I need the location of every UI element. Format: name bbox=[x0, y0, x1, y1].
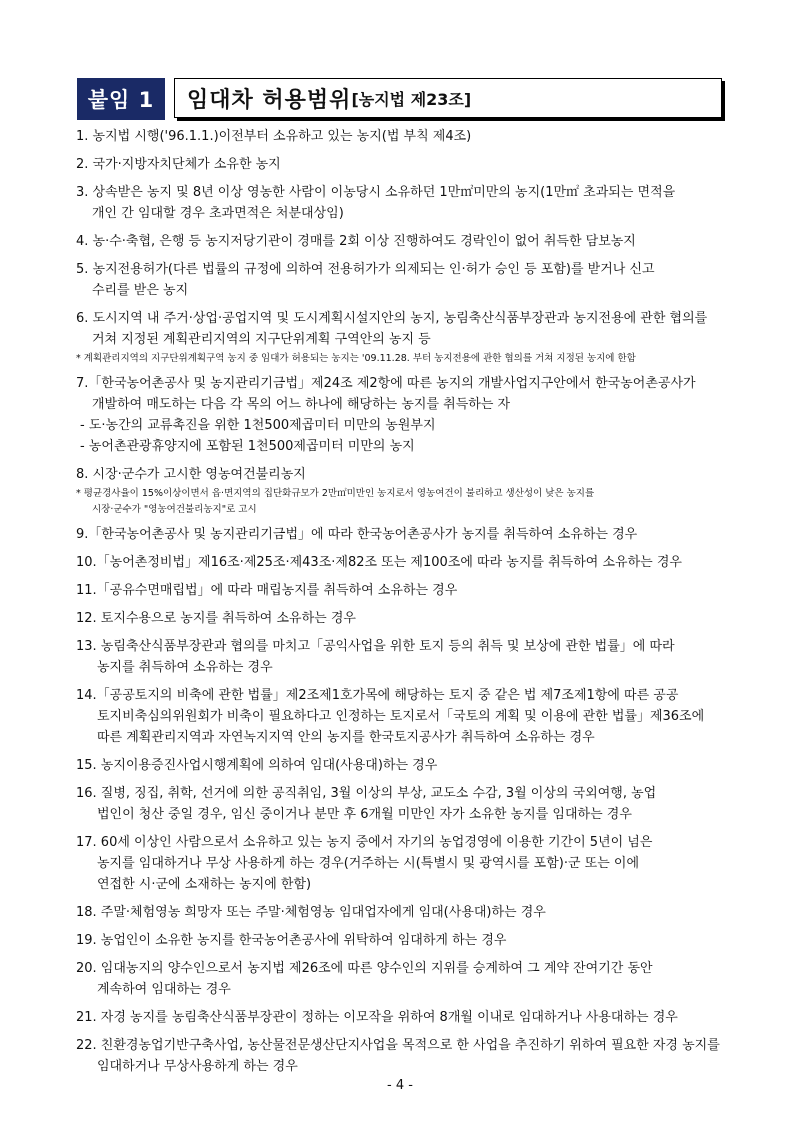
item-line: 22. 친환경농업기반구축사업, 농산물전문생산단지사업을 목적으로 한 사업을 추진하기 위하여 필요한 자경 농지를 bbox=[76, 1038, 720, 1053]
item-line: 계속하여 임대하는 경우 bbox=[97, 982, 231, 997]
item-line: 7.「한국농어촌공사 및 농지관리기금법」제24조 제2항에 따른 농지의 개발사업지구안에서 한국농어촌공사가 bbox=[76, 376, 696, 391]
item-line: 5. 농지전용허가(다른 법률의 규정에 의하여 전용허가가 의제되는 인·허가 승인 등 포함)를 받거나 신고 bbox=[76, 262, 655, 277]
list-item bbox=[76, 930, 728, 951]
list-item bbox=[76, 552, 728, 573]
item-line: 토지비축심의위원회가 비축이 필요하다고 인정하는 토지로서「국토의 계획 및 이용에 관한 법률」제36조에 bbox=[97, 709, 705, 724]
list-item bbox=[76, 832, 728, 895]
title-suffix: [농지법 제23조] bbox=[351, 89, 472, 109]
item-line: 법인이 청산 중일 경우, 임신 중이거나 분만 후 6개월 미만인 자가 소유한 농지를 임대하는 경우 bbox=[97, 807, 632, 822]
item-line: 20. 임대농지의 양수인으로서 농지법 제26조에 따른 양수인의 지위를 승계하여 그 계약 잔여기간 동안 bbox=[76, 961, 653, 976]
attachment-badge: 붙임 1 bbox=[77, 78, 165, 120]
item-line: 19. 농업인이 소유한 농지를 한국농어촌공사에 위탁하여 임대하게 하는 경우 bbox=[76, 933, 507, 948]
item-list bbox=[76, 126, 728, 1084]
list-item bbox=[76, 259, 728, 301]
item-line: 11.「공유수면매립법」에 따라 매립농지를 취득하여 소유하는 경우 bbox=[76, 583, 458, 598]
page-title: 임대차 허용범위 bbox=[187, 87, 352, 113]
item-line: 8. 시장·군수가 고시한 영농여건불리농지 bbox=[76, 467, 306, 482]
item-line: 3. 상속받은 농지 및 8년 이상 영농한 사람이 이농당시 소유하던 1만㎡미만의 농지(1만㎡ 초과되는 면적을 bbox=[76, 185, 676, 200]
item-line: 임대하거나 무상사용하게 하는 경우 bbox=[97, 1059, 298, 1074]
item-line: 6. 도시지역 내 주거·상업·공업지역 및 도시계획시설지안의 농지, 농림축산식품부장관과 농지전용에 관한 협의를 bbox=[76, 311, 708, 326]
list-item bbox=[76, 783, 728, 825]
list-item bbox=[76, 231, 728, 252]
item-line: 15. 농지이용증진사업시행계획에 의하여 임대(사용대)하는 경우 bbox=[76, 758, 438, 773]
list-item bbox=[76, 958, 728, 1000]
sub-item: - 농어촌관광휴양지에 포함된 1천500제곱미터 미만의 농지 bbox=[80, 439, 415, 454]
list-item bbox=[76, 154, 728, 175]
list-item bbox=[76, 902, 728, 923]
list-item bbox=[76, 636, 728, 678]
item-line: 9.「한국농어촌공사 및 농지관리기금법」에 따라 한국농어촌공사가 농지를 취득하여 소유하는 경우 bbox=[76, 527, 638, 542]
item-line: 21. 자경 농지를 농림축산식품부장관이 정하는 이모작을 위하여 8개월 이내로 임대하거나 사용대하는 경우 bbox=[76, 1010, 678, 1025]
item-line: 18. 주말·체험영농 희망자 또는 주말·체험영농 임대업자에게 임대(사용대)하는 경우 bbox=[76, 905, 546, 920]
item-line: 연접한 시·군에 소재하는 농지에 한함) bbox=[97, 877, 312, 892]
page-number: - 4 - bbox=[387, 1078, 413, 1093]
item-line: 개발하여 매도하는 다음 각 목의 어느 하나에 해당하는 농지를 취득하는 자 bbox=[92, 397, 511, 412]
title-box bbox=[174, 78, 722, 118]
list-item bbox=[76, 126, 728, 147]
list-item bbox=[76, 182, 728, 224]
list-item bbox=[76, 685, 728, 748]
list-item bbox=[76, 608, 728, 629]
item-line: 농지를 임대하거나 무상 사용하게 하는 경우(거주하는 시(특별시 및 광역시를 포함)·군 또는 이에 bbox=[97, 856, 640, 871]
list-item bbox=[76, 464, 728, 517]
footnote: * 계획관리지역의 지구단위계획구역 농지 중 임대가 허용되는 농지는 '09.11.28. 부터 농지전용에 관한 협의를 거쳐 지정된 농지에 한함 bbox=[76, 353, 636, 364]
item-line: 10.「농어촌정비법」제16조·제25조·제43조·제82조 또는 제100조에 따라 농지를 취득하여 소유하는 경우 bbox=[76, 555, 682, 570]
item-line: 농지를 취득하여 소유하는 경우 bbox=[97, 660, 273, 675]
item-line: 따른 계획관리지역과 자연녹지지역 안의 농지를 한국토지공사가 취득하여 소유하는 경우 bbox=[97, 730, 595, 745]
item-line: 13. 농림축산식품부장관과 협의를 마치고「공익사업을 위한 토지 등의 취득 및 보상에 관한 법률」에 따라 bbox=[76, 639, 675, 654]
header bbox=[77, 78, 724, 120]
list-item bbox=[76, 524, 728, 545]
item-line: 12. 토지수용으로 농지를 취득하여 소유하는 경우 bbox=[76, 611, 356, 626]
item-line: 거쳐 지정된 계획관리지역의 지구단위계획 구역안의 농지 등 bbox=[92, 332, 431, 347]
sub-item: - 도·농간의 교류촉진을 위한 1천500제곱미터 미만의 농원부지 bbox=[80, 418, 436, 433]
list-item bbox=[76, 1035, 728, 1077]
list-item bbox=[76, 373, 728, 457]
list-item bbox=[76, 1007, 728, 1028]
item-line: 2. 국가·지방자치단체가 소유한 농지 bbox=[76, 157, 281, 172]
footnote: 시장·군수가 "영농여건불리농지"로 고시 bbox=[92, 504, 257, 515]
item-line: 수리를 받은 농지 bbox=[92, 283, 189, 298]
item-line: 1. 농지법 시행('96.1.1.)이전부터 소유하고 있는 농지(법 부칙 제4조) bbox=[76, 129, 472, 144]
item-line: 개인 간 임대할 경우 초과면적은 처분대상임) bbox=[92, 206, 344, 221]
item-line: 14.「공공토지의 비축에 관한 법률」제2조제1호가목에 해당하는 토지 중 같은 법 제7조제1항에 따른 공공 bbox=[76, 688, 679, 703]
list-item bbox=[76, 308, 728, 366]
list-item bbox=[76, 755, 728, 776]
item-line: 4. 농·수·축협, 은행 등 농지저당기관이 경매를 2회 이상 진행하여도 경락인이 없어 취득한 담보농지 bbox=[76, 234, 636, 249]
footnote: * 평균경사율이 15%이상이면서 읍·면지역의 집단화규모가 2만㎡미만인 농지로서 영농여건이 불리하고 생산성이 낮은 농지를 bbox=[76, 488, 595, 499]
list-item bbox=[76, 580, 728, 601]
item-line: 16. 질병, 징집, 취학, 선거에 의한 공직취임, 3월 이상의 부상, 교도소 수감, 3월 이상의 국외여행, 농업 bbox=[76, 786, 657, 801]
item-line: 17. 60세 이상인 사람으로서 소유하고 있는 농지 중에서 자기의 농업경영에 이용한 기간이 5년이 넘은 bbox=[76, 835, 653, 850]
